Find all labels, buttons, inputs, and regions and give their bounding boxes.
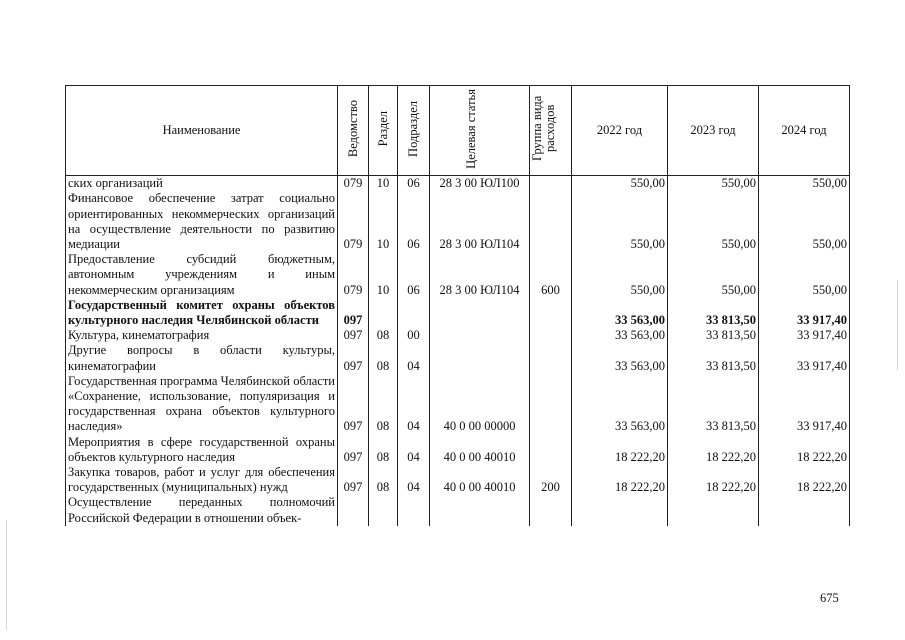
cell-name: Государственный комитет охраны объектов культурного наследия Челябинской области bbox=[66, 298, 338, 328]
cell-razdel: 10 bbox=[369, 176, 398, 192]
cell-gruppa bbox=[530, 374, 572, 435]
cell-name: Государственная программа Челябинской области «Сохранение, использование, популяризация и государственная охрана объектов культурного наследия» bbox=[66, 374, 338, 435]
cell-gruppa: 200 bbox=[530, 465, 572, 495]
scan-edge-right bbox=[897, 280, 898, 370]
cell-2022: 33 563,00 bbox=[572, 328, 668, 343]
table-row bbox=[66, 435, 850, 465]
cell-2022: 33 563,00 bbox=[572, 374, 668, 435]
cell-2024: 550,00 bbox=[759, 191, 850, 252]
cell-2023: 33 813,50 bbox=[668, 374, 759, 435]
cell-name: ских организаций bbox=[66, 176, 338, 192]
table-row bbox=[66, 343, 850, 373]
cell-2024 bbox=[759, 495, 850, 525]
cell-2024: 550,00 bbox=[759, 252, 850, 298]
cell-podrazdel: 04 bbox=[398, 343, 430, 373]
cell-vedomstvo: 097 bbox=[338, 435, 369, 465]
cell-2023: 18 222,20 bbox=[668, 435, 759, 465]
header-tselevaya: Целевая статья bbox=[430, 86, 530, 176]
cell-2024: 18 222,20 bbox=[759, 465, 850, 495]
cell-2022: 18 222,20 bbox=[572, 465, 668, 495]
cell-podrazdel: 00 bbox=[398, 328, 430, 343]
table-header-row bbox=[66, 86, 850, 176]
cell-2024: 550,00 bbox=[759, 176, 850, 192]
table-row bbox=[66, 328, 850, 343]
cell-2023: 18 222,20 bbox=[668, 465, 759, 495]
cell-gruppa bbox=[530, 191, 572, 252]
cell-razdel: 10 bbox=[369, 191, 398, 252]
cell-tselevaya: 28 3 00 ЮЛ100 bbox=[430, 176, 530, 192]
cell-name: Закупка товаров, работ и услуг для обеспечения государственных (муниципальных) нужд bbox=[66, 465, 338, 495]
cell-podrazdel: 06 bbox=[398, 252, 430, 298]
cell-vedomstvo: 097 bbox=[338, 298, 369, 328]
cell-2023: 550,00 bbox=[668, 176, 759, 192]
cell-tselevaya bbox=[430, 298, 530, 328]
cell-vedomstvo: 097 bbox=[338, 465, 369, 495]
cell-2023: 33 813,50 bbox=[668, 328, 759, 343]
cell-2023 bbox=[668, 495, 759, 525]
cell-razdel bbox=[369, 495, 398, 525]
cell-tselevaya: 28 3 00 ЮЛ104 bbox=[430, 252, 530, 298]
table-row bbox=[66, 176, 850, 192]
page-number: 675 bbox=[820, 591, 839, 605]
cell-2024: 33 917,40 bbox=[759, 374, 850, 435]
cell-tselevaya bbox=[430, 495, 530, 525]
cell-vedomstvo: 079 bbox=[338, 252, 369, 298]
cell-razdel bbox=[369, 298, 398, 328]
cell-2022: 550,00 bbox=[572, 191, 668, 252]
cell-2022: 18 222,20 bbox=[572, 435, 668, 465]
cell-name: Финансовое обеспечение затрат социально ориентированных некоммерческих организаций на осуществление деятельности по развитию медиации bbox=[66, 191, 338, 252]
budget-table bbox=[65, 85, 850, 526]
cell-gruppa bbox=[530, 343, 572, 373]
header-2023: 2023 год bbox=[668, 86, 759, 176]
cell-podrazdel: 04 bbox=[398, 374, 430, 435]
cell-name: Мероприятия в сфере государственной охраны объектов культурного наследия bbox=[66, 435, 338, 465]
cell-tselevaya: 28 3 00 ЮЛ104 bbox=[430, 191, 530, 252]
cell-gruppa bbox=[530, 435, 572, 465]
cell-razdel: 10 bbox=[369, 252, 398, 298]
header-vedomstvo: Ведомство bbox=[338, 86, 369, 176]
table-row bbox=[66, 191, 850, 252]
cell-2023: 550,00 bbox=[668, 191, 759, 252]
cell-tselevaya: 40 0 00 40010 bbox=[430, 465, 530, 495]
cell-podrazdel bbox=[398, 298, 430, 328]
cell-gruppa bbox=[530, 298, 572, 328]
header-podrazdel: Подраздел bbox=[398, 86, 430, 176]
cell-podrazdel: 04 bbox=[398, 465, 430, 495]
cell-razdel: 08 bbox=[369, 343, 398, 373]
cell-2022: 550,00 bbox=[572, 176, 668, 192]
cell-razdel: 08 bbox=[369, 435, 398, 465]
cell-tselevaya: 40 0 00 00000 bbox=[430, 374, 530, 435]
table-row bbox=[66, 252, 850, 298]
cell-vedomstvo: 097 bbox=[338, 328, 369, 343]
header-name: Наименование bbox=[66, 86, 338, 176]
cell-vedomstvo: 079 bbox=[338, 176, 369, 192]
cell-tselevaya: 40 0 00 40010 bbox=[430, 435, 530, 465]
cell-tselevaya bbox=[430, 328, 530, 343]
cell-razdel: 08 bbox=[369, 465, 398, 495]
scan-edge-left bbox=[6, 520, 7, 630]
cell-2022 bbox=[572, 495, 668, 525]
cell-gruppa bbox=[530, 328, 572, 343]
cell-razdel: 08 bbox=[369, 374, 398, 435]
cell-2022: 33 563,00 bbox=[572, 298, 668, 328]
cell-name: Предоставление субсидий бюджетным, автономным учреждениям и иным некоммерческим организациям bbox=[66, 252, 338, 298]
cell-podrazdel: 04 bbox=[398, 435, 430, 465]
header-razdel: Раздел bbox=[369, 86, 398, 176]
header-2024: 2024 год bbox=[759, 86, 850, 176]
cell-2024: 33 917,40 bbox=[759, 343, 850, 373]
cell-gruppa bbox=[530, 495, 572, 525]
cell-gruppa: 600 bbox=[530, 252, 572, 298]
cell-2022: 550,00 bbox=[572, 252, 668, 298]
cell-vedomstvo: 097 bbox=[338, 343, 369, 373]
table-row bbox=[66, 374, 850, 435]
cell-vedomstvo bbox=[338, 495, 369, 525]
cell-2023: 550,00 bbox=[668, 252, 759, 298]
header-2022: 2022 год bbox=[572, 86, 668, 176]
cell-tselevaya bbox=[430, 343, 530, 373]
cell-vedomstvo: 079 bbox=[338, 191, 369, 252]
cell-podrazdel: 06 bbox=[398, 191, 430, 252]
cell-2024: 33 917,40 bbox=[759, 328, 850, 343]
cell-vedomstvo: 097 bbox=[338, 374, 369, 435]
cell-2024: 33 917,40 bbox=[759, 298, 850, 328]
cell-name: Другие вопросы в области культуры, кинематографии bbox=[66, 343, 338, 373]
table-row bbox=[66, 465, 850, 495]
cell-podrazdel: 06 bbox=[398, 176, 430, 192]
cell-razdel: 08 bbox=[369, 328, 398, 343]
cell-podrazdel bbox=[398, 495, 430, 525]
header-gruppa: Группа вида расходов bbox=[530, 86, 572, 176]
cell-name: Культура, кинематография bbox=[66, 328, 338, 343]
cell-name: Осуществление переданных полномочий Российской Федерации в отношении объек- bbox=[66, 495, 338, 525]
cell-gruppa bbox=[530, 176, 572, 192]
table-row bbox=[66, 298, 850, 328]
cell-2024: 18 222,20 bbox=[759, 435, 850, 465]
cell-2023: 33 813,50 bbox=[668, 298, 759, 328]
cell-2022: 33 563,00 bbox=[572, 343, 668, 373]
table-row bbox=[66, 495, 850, 525]
cell-2023: 33 813,50 bbox=[668, 343, 759, 373]
